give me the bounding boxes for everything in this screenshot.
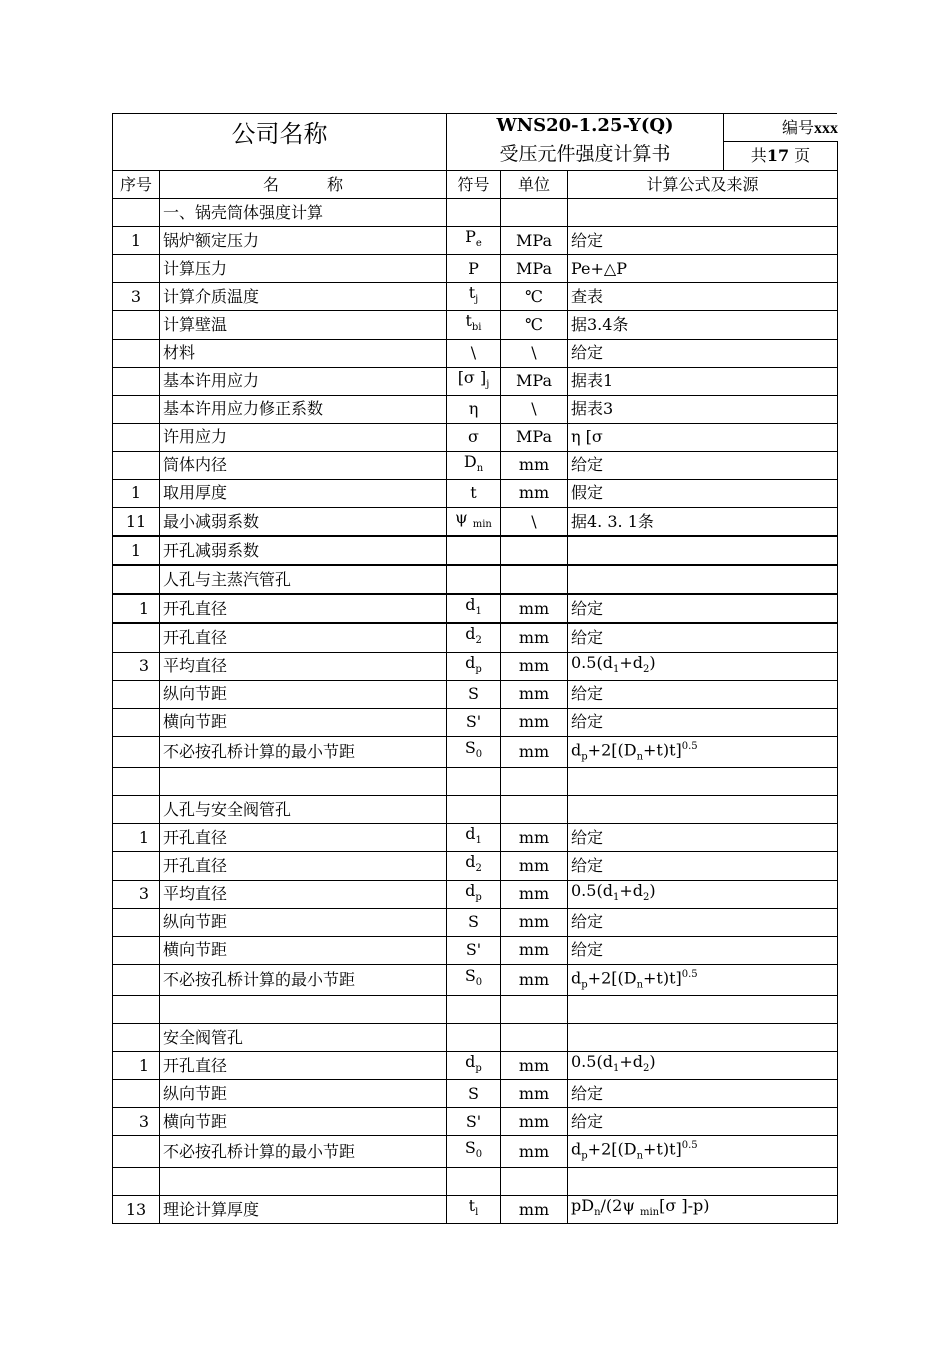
row-name: 筒体内径 [160,451,447,479]
row-number: 11 [113,507,160,536]
row-symbol: S [447,908,501,936]
row-number: 3 [113,283,160,311]
table-row [113,339,838,367]
document-number-label: 编号 [781,118,814,137]
table-row [113,507,838,536]
row-unit: mm [501,451,568,479]
row-number [113,255,160,283]
row-formula: 给定 [568,1080,838,1108]
row-unit: mm [501,708,568,736]
row-formula: 给定 [568,339,838,367]
table-row [113,936,838,964]
row-unit: mm [501,1195,568,1223]
row-number [113,199,160,227]
table-row [113,680,838,708]
row-symbol: t [447,479,501,507]
table-row [113,824,838,852]
row-name: 一、锅壳筒体强度计算 [160,199,447,227]
column-header-symbol: 符号 [447,171,501,199]
row-name: 锅炉额定压力 [160,227,447,255]
page-count-prefix: 共 [750,146,767,165]
row-formula [568,199,838,227]
row-unit: MPa [501,255,568,283]
row-symbol: S' [447,936,501,964]
row-symbol: P [447,255,501,283]
row-unit: \ [501,339,568,367]
row-name: 横向节距 [160,936,447,964]
table-row [113,255,838,283]
row-number [113,964,160,996]
row-unit: mm [501,623,568,652]
row-symbol: $d_p$ [447,652,501,680]
table-row [113,996,838,1024]
row-unit [501,1024,568,1052]
row-symbol [447,796,501,824]
row-formula: $pD_n/(2\psi$ $_{min}$[σ ]-p) [568,1195,838,1223]
row-symbol: $d_2$ [447,623,501,652]
row-symbol [447,1024,501,1052]
row-symbol: $d_p$ [447,1052,501,1080]
row-formula: 给定 [568,936,838,964]
row-unit: mm [501,908,568,936]
row-unit [501,536,568,565]
row-name: 平均直径 [160,880,447,908]
row-name [160,1167,447,1195]
row-number [113,423,160,451]
row-formula [568,768,838,796]
row-unit [501,768,568,796]
table-row [113,964,838,996]
row-name [160,768,447,796]
row-unit: ℃ [501,283,568,311]
row-symbol: $d_2$ [447,852,501,880]
table-row [113,283,838,311]
table-row [113,1052,838,1080]
row-unit: ℃ [501,311,568,339]
row-name: 开孔直径 [160,1052,447,1080]
column-header-unit: 单位 [501,171,568,199]
row-formula: $0.5(d_1+d_2)$ [568,880,838,908]
row-formula: 据表1 [568,367,838,395]
row-formula [568,996,838,1024]
table-row [113,1024,838,1052]
row-number [113,311,160,339]
column-header-name: 名 称 [160,171,447,199]
row-number [113,1024,160,1052]
row-symbol: S' [447,1108,501,1136]
company-name: 公司名称 [113,114,447,170]
row-symbol: $t_l$ [447,1195,501,1223]
column-header-formula: 计算公式及来源 [568,171,838,199]
row-formula: 据表3 [568,395,838,423]
row-name: 理论计算厚度 [160,1195,447,1223]
row-number [113,736,160,768]
row-name: 横向节距 [160,1108,447,1136]
row-symbol: η [447,395,501,423]
row-unit: mm [501,936,568,964]
table-row [113,880,838,908]
row-unit [501,796,568,824]
row-formula: 给定 [568,594,838,623]
row-name: 不必按孔桥计算的最小节距 [160,736,447,768]
row-number [113,395,160,423]
row-unit: mm [501,1080,568,1108]
row-unit: mm [501,680,568,708]
row-number [113,339,160,367]
page-count-suffix: 页 [794,146,811,165]
row-number: 3 [113,652,160,680]
row-name: 不必按孔桥计算的最小节距 [160,964,447,996]
row-unit: MPa [501,227,568,255]
row-formula: η [σ [568,423,838,451]
row-formula: 给定 [568,680,838,708]
row-name: 横向节距 [160,708,447,736]
calculation-table [112,170,838,1224]
row-unit: mm [501,824,568,852]
row-formula: 给定 [568,451,838,479]
row-number: 13 [113,1195,160,1223]
row-symbol: S [447,680,501,708]
row-name: 基本许用应力修正系数 [160,395,447,423]
row-symbol: $P_e$ [447,227,501,255]
row-number [113,936,160,964]
row-formula [568,1167,838,1195]
row-unit: mm [501,736,568,768]
row-unit: mm [501,479,568,507]
row-number [113,708,160,736]
row-symbol: $t_{bi}$ [447,311,501,339]
row-unit: mm [501,880,568,908]
row-symbol: $d_p$ [447,880,501,908]
row-number: 1 [113,824,160,852]
row-unit: MPa [501,423,568,451]
row-formula: 据4. 3. 1条 [568,507,838,536]
sheet-header [112,113,837,170]
row-symbol: $d_1$ [447,824,501,852]
row-symbol: $t_j$ [447,283,501,311]
table-header-row [113,171,838,199]
row-symbol: $D_n$ [447,451,501,479]
row-number [113,680,160,708]
row-number [113,908,160,936]
row-formula [568,796,838,824]
row-number: 1 [113,479,160,507]
row-formula: 给定 [568,908,838,936]
row-symbol: S [447,1080,501,1108]
row-name: 不必按孔桥计算的最小节距 [160,1136,447,1168]
table-row [113,311,838,339]
row-number [113,796,160,824]
row-name: 开孔直径 [160,623,447,652]
row-formula [568,1024,838,1052]
row-symbol: S' [447,708,501,736]
table-row [113,796,838,824]
row-number [113,1080,160,1108]
row-symbol [447,996,501,1024]
row-name: 许用应力 [160,423,447,451]
row-name: 开孔直径 [160,824,447,852]
row-formula: 给定 [568,623,838,652]
row-number [113,623,160,652]
table-row [113,199,838,227]
row-number: 3 [113,1108,160,1136]
row-symbol [447,536,501,565]
document-number [724,114,838,142]
table-row [113,423,838,451]
row-symbol [447,199,501,227]
row-number [113,565,160,594]
table-row [113,1108,838,1136]
row-number: 1 [113,594,160,623]
table-row [113,768,838,796]
row-name: 计算压力 [160,255,447,283]
row-formula: $0.5(d_1+d_2)$ [568,652,838,680]
row-symbol: ψ $_{min}$ [447,507,501,536]
row-symbol: [σ ]$_j$ [447,367,501,395]
row-symbol: $S_0$ [447,964,501,996]
row-number: 1 [113,536,160,565]
table-row [113,395,838,423]
row-symbol: \ [447,339,501,367]
document-number-value: xxx [814,120,838,137]
row-formula [568,536,838,565]
row-number [113,996,160,1024]
table-row [113,479,838,507]
row-formula: 给定 [568,824,838,852]
table-row [113,652,838,680]
row-unit: mm [501,1052,568,1080]
table-row [113,908,838,936]
row-formula: 查表 [568,283,838,311]
row-formula: Pe+△P [568,255,838,283]
row-formula: 给定 [568,1108,838,1136]
row-name: 开孔减弱系数 [160,536,447,565]
row-formula: $d_p+2[(D_n+t)t]^{0.5}$ [568,736,838,768]
row-number [113,367,160,395]
page-count-value: 17 [766,146,790,165]
row-formula: 给定 [568,227,838,255]
row-name: 计算介质温度 [160,283,447,311]
row-unit: mm [501,964,568,996]
row-name: 开孔直径 [160,594,447,623]
row-formula: $0.5(d_1+d_2)$ [568,1052,838,1080]
row-unit: mm [501,852,568,880]
row-number: 1 [113,227,160,255]
row-unit: \ [501,507,568,536]
row-unit: MPa [501,367,568,395]
table-row [113,1195,838,1223]
row-unit [501,1167,568,1195]
table-row [113,367,838,395]
row-name: 开孔直径 [160,852,447,880]
row-symbol: $S_0$ [447,736,501,768]
table-row [113,1080,838,1108]
row-number: 3 [113,880,160,908]
row-name: 平均直径 [160,652,447,680]
row-symbol: σ [447,423,501,451]
row-symbol [447,768,501,796]
row-number [113,1167,160,1195]
row-name [160,996,447,1024]
row-number [113,852,160,880]
table-row [113,451,838,479]
table-row [113,536,838,565]
row-name: 计算壁温 [160,311,447,339]
row-name: 安全阀管孔 [160,1024,447,1052]
row-formula: 给定 [568,852,838,880]
table-row [113,565,838,594]
row-number [113,451,160,479]
row-name: 最小减弱系数 [160,507,447,536]
row-unit: mm [501,1108,568,1136]
row-number: 1 [113,1052,160,1080]
row-name: 基本许用应力 [160,367,447,395]
row-symbol [447,565,501,594]
row-formula: 给定 [568,708,838,736]
row-unit [501,996,568,1024]
row-unit: mm [501,1136,568,1168]
row-unit: mm [501,594,568,623]
column-header-no: 序号 [113,171,160,199]
row-name: 人孔与安全阀管孔 [160,796,447,824]
row-formula [568,565,838,594]
row-name: 取用厚度 [160,479,447,507]
table-row [113,594,838,623]
row-formula: 假定 [568,479,838,507]
table-row [113,1167,838,1195]
page-count [724,142,838,170]
table-body [113,199,838,1224]
table-row [113,623,838,652]
row-unit [501,565,568,594]
row-formula: 据3.4条 [568,311,838,339]
row-name: 纵向节距 [160,680,447,708]
row-formula: $d_p+2[(D_n+t)t]^{0.5}$ [568,964,838,996]
table-row [113,708,838,736]
row-unit: \ [501,395,568,423]
row-formula: $d_p+2[(D_n+t)t]^{0.5}$ [568,1136,838,1168]
row-name: 人孔与主蒸汽管孔 [160,565,447,594]
row-name: 纵向节距 [160,908,447,936]
boiler-model: WNS20-1.25-Y(Q) [496,115,674,136]
table-row [113,852,838,880]
row-symbol: $S_0$ [447,1136,501,1168]
row-number [113,768,160,796]
row-symbol [447,1167,501,1195]
row-name: 纵向节距 [160,1080,447,1108]
calculation-sheet [112,113,837,1224]
table-row [113,736,838,768]
row-unit [501,199,568,227]
row-symbol: $d_1$ [447,594,501,623]
row-unit: mm [501,652,568,680]
table-row [113,1136,838,1168]
document-title: 受压元件强度计算书 [499,143,671,165]
row-number [113,1136,160,1168]
table-row [113,227,838,255]
row-name: 材料 [160,339,447,367]
